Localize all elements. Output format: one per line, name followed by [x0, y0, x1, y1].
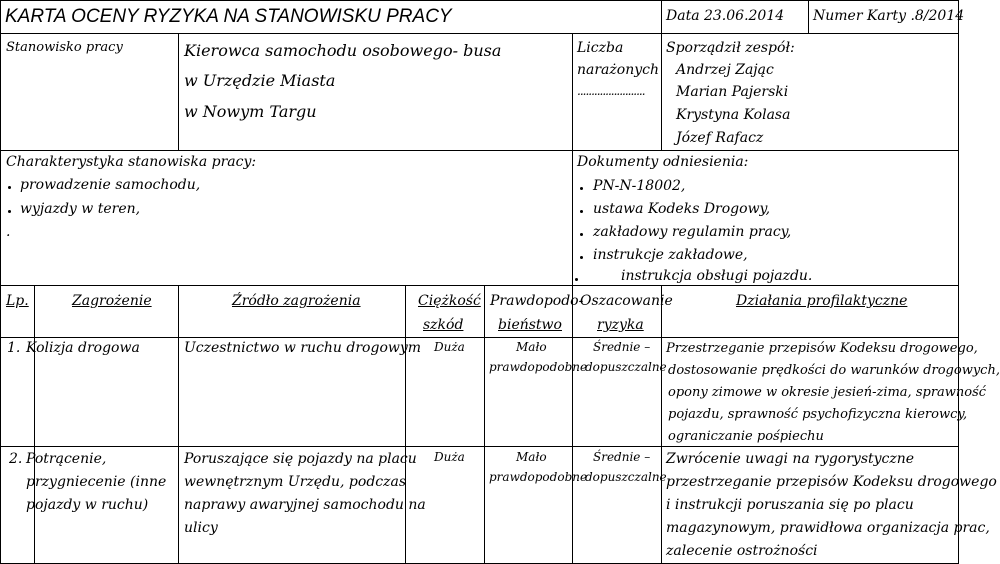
divider-position	[178, 33, 179, 150]
row-action: pojazdu, sprawność psychofizyczna kierowcy,	[668, 407, 968, 422]
col-header-source: Źródło zagrożenia	[232, 293, 361, 309]
bullet-icon	[580, 256, 583, 259]
row-hazard: Potrącenie,	[26, 451, 107, 467]
col-header-probability-2: bieństwo	[498, 317, 562, 333]
border-top	[0, 0, 959, 1]
row-lp: 1.	[7, 340, 21, 356]
col-divider-lp	[34, 285, 35, 564]
position-label: Stanowisko pracy	[6, 40, 123, 55]
team-label: Sporządził zespół:	[666, 40, 795, 56]
exposed-label-2: narażonych	[577, 62, 659, 78]
divider-middle	[572, 33, 573, 285]
row-source: Uczestnictwo w ruchu drogowym	[184, 340, 422, 356]
position-line-2: w Urzędzie Miasta	[184, 71, 336, 90]
col-header-actions: Działania profilaktyczne	[736, 293, 908, 309]
divider-row	[0, 446, 959, 447]
position-line-3: w Nowym Targu	[184, 102, 317, 121]
row-severity: Duża	[434, 450, 465, 464]
divider-number	[808, 0, 809, 33]
team-member: Marian Pajerski	[676, 84, 789, 100]
bullet-icon	[580, 210, 583, 213]
divider-table-header	[0, 337, 959, 338]
document-item: instrukcja obsługi pojazdu.	[621, 268, 813, 284]
row-risk: Średnie –	[593, 450, 651, 464]
row-action: Przestrzeganie przepisów Kodeksu drogowego,	[666, 341, 978, 356]
col-header-severity-2: szkód	[423, 317, 464, 333]
divider-date	[661, 0, 662, 33]
row-action: ograniczanie pośpiechu	[668, 429, 824, 444]
document-item: PN-N-18002,	[593, 178, 686, 194]
characteristics-item: prowadzenie samochodu,	[20, 177, 201, 193]
row-severity: Duża	[434, 340, 465, 354]
document-item: instrukcje zakładowe,	[593, 247, 748, 263]
col-divider-source	[405, 285, 406, 564]
col-header-risk: Oszacowanie	[580, 293, 673, 309]
document-item: zakładowy regulamin pracy,	[593, 224, 792, 240]
col-header-risk-2: ryzyka	[597, 317, 644, 333]
divider-team	[661, 33, 662, 150]
card-number: Numer Karty .8/2014	[813, 8, 965, 24]
row-action: przestrzeganie przepisów Kodeksu drogowego	[666, 474, 997, 490]
row-hazard: Kolizja drogowa	[26, 340, 140, 356]
position-line-1: Kierowca samochodu osobowego- busa	[184, 41, 502, 60]
characteristics-item: wyjazdy w teren,	[20, 201, 141, 217]
row-risk: dopuszczalne	[585, 360, 667, 374]
exposed-label-1: Liczba	[577, 40, 624, 56]
team-member: Andrzej Zając	[676, 62, 774, 78]
row-hazard: przygniecenie (inne	[26, 474, 167, 490]
col-header-lp: Lp.	[6, 293, 29, 309]
col-header-hazard: Zagrożenie	[72, 293, 152, 309]
col-divider-severity	[484, 285, 485, 564]
row-action: opony zimowe w okresie jesień-zima, sprawność	[668, 385, 987, 400]
row-action: magazynowym, prawidłowa organizacja prac,	[666, 520, 990, 536]
row-lp: 2.	[9, 451, 23, 467]
documents-label: Dokumenty odniesienia:	[577, 154, 749, 170]
col-divider-risk	[661, 285, 662, 564]
bullet-icon	[575, 278, 578, 281]
row-hazard: pojazdy w ruchu)	[26, 497, 149, 513]
row-source: Poruszające się pojazdy na placu	[184, 451, 417, 467]
card-title: KARTA OCENY RYZYKA NA STANOWISKU PRACY	[5, 6, 452, 27]
row-source: ulicy	[184, 520, 218, 536]
col-header-probability: Prawdopodo-	[490, 293, 584, 309]
col-divider-probability	[572, 285, 573, 564]
divider-info	[0, 150, 959, 151]
row-probability: Mało	[516, 340, 547, 354]
row-risk: Średnie –	[593, 340, 651, 354]
col-divider-hazard	[178, 285, 179, 564]
row-probability: prawdopodobne	[489, 470, 588, 484]
bullet-icon	[8, 186, 11, 189]
row-source: wewnętrznym Urzędu, podczas	[184, 474, 407, 490]
row-action: dostosowanie prędkości do warunków drogowych,	[668, 363, 1000, 378]
characteristics-label: Charakterystyka stanowiska pracy:	[6, 154, 257, 170]
row-probability: prawdopodobne	[489, 360, 588, 374]
row-action: Zwrócenie uwagi na rygorystyczne	[666, 451, 915, 467]
row-action: zalecenie ostrożności	[666, 543, 818, 559]
exposed-value: ........................	[577, 84, 645, 98]
characteristics-extra: .	[6, 224, 11, 240]
bullet-icon	[8, 210, 11, 213]
card-date: Data 23.06.2014	[666, 8, 785, 24]
document-item: ustawa Kodeks Drogowy,	[593, 201, 771, 217]
col-header-severity: Ciężkość	[418, 293, 481, 309]
row-risk: dopuszczalne	[585, 470, 667, 484]
divider-table-top	[0, 285, 959, 286]
row-probability: Mało	[516, 450, 547, 464]
row-action: i instrukcji poruszania się po placu	[666, 497, 914, 513]
bullet-icon	[580, 233, 583, 236]
team-member: Józef Rafacz	[676, 130, 764, 146]
bullet-icon	[580, 187, 583, 190]
divider-header	[0, 33, 959, 34]
row-source: naprawy awaryjnej samochodu na	[184, 497, 426, 513]
border-left	[0, 0, 1, 564]
team-member: Krystyna Kolasa	[676, 107, 791, 123]
